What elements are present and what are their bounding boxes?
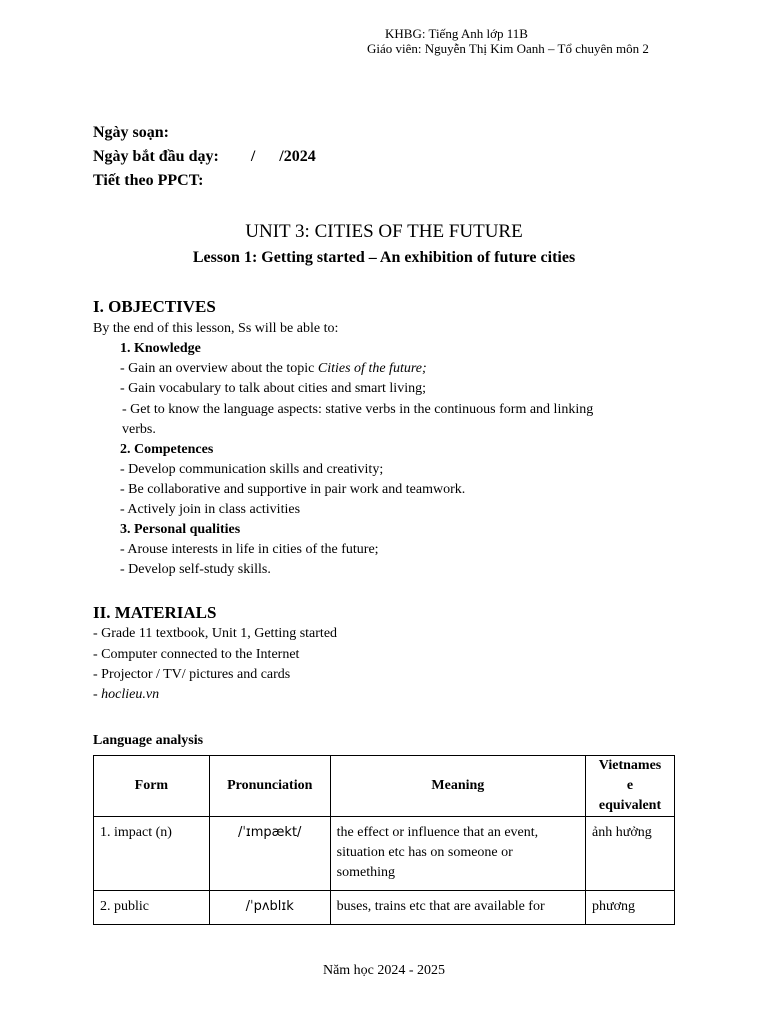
cell-meaning	[330, 817, 585, 891]
material-item-4-dash: -	[93, 687, 102, 702]
competence-item-1: - Develop communication skills and creativity;	[120, 462, 384, 477]
cell-meaning: buses, trains etc that are available for	[330, 891, 585, 925]
col-header-pronunciation: Pronunciation	[209, 756, 330, 817]
col-header-vietnamese	[586, 756, 675, 817]
knowledge-item-2: - Gain vocabulary to talk about cities and smart living;	[120, 381, 426, 396]
competence-item-3: - Actively join in class activities	[120, 502, 301, 517]
header-line-1: KHBG: Tiếng Anh lớp 11B	[385, 26, 528, 41]
language-analysis-table	[93, 755, 675, 925]
competence-item-2: - Be collaborative and supportive in pair work and teamwork.	[120, 482, 466, 497]
knowledge-item-3: - Get to know the language aspects: stative verbs in the continuous form and linking	[122, 402, 594, 417]
col-header-meaning: Meaning	[330, 756, 585, 817]
prep-date: Ngày soạn:	[93, 124, 170, 141]
table-row	[94, 817, 675, 891]
cell-meaning-line-1: the effect or influence that an event,	[336, 825, 539, 840]
col-header-vietnamese-line-2: e	[626, 778, 634, 793]
col-header-vietnamese-line-1: Vietnames	[598, 758, 662, 773]
lesson-title: Lesson 1: Getting started – An exhibition of future cities	[192, 249, 576, 266]
objectives-intro: By the end of this lesson, Ss will be able to:	[93, 321, 339, 336]
cell-meaning-line-2: situation etc has on someone or	[336, 845, 513, 860]
competences-title: 2. Competences	[120, 442, 214, 457]
material-item-3: - Projector / TV/ pictures and cards	[93, 667, 291, 682]
topic-text: Cities of the future;	[317, 361, 427, 376]
cell-vietnamese: phương	[586, 891, 675, 925]
cell-meaning-line-3: something	[336, 865, 396, 880]
materials-heading: II. MATERIALS	[93, 603, 217, 622]
knowledge-title: 1. Knowledge	[120, 341, 201, 356]
cell-pronunciation: /ˈpʌblɪk	[209, 891, 330, 925]
col-header-vietnamese-line-3: equivalent	[598, 798, 662, 813]
knowledge-item-1-text: - Gain an overview about the topic	[120, 361, 318, 376]
col-header-form: Form	[94, 756, 210, 817]
material-item-2: - Computer connected to the Internet	[93, 647, 300, 662]
footer-school-year: Năm học 2024 - 2025	[322, 963, 446, 978]
unit-title: UNIT 3: CITIES OF THE FUTURE	[245, 221, 523, 242]
table-header-row	[94, 756, 675, 817]
start-date	[93, 148, 316, 166]
quality-item-2: - Develop self-study skills.	[120, 562, 271, 577]
table-row	[94, 891, 675, 925]
knowledge-item-1	[120, 361, 427, 377]
qualities-title: 3. Personal qualities	[120, 522, 241, 537]
start-date-label: Ngày bắt đầu dạy:	[93, 148, 219, 165]
cell-form: 1. impact (n)	[94, 817, 210, 891]
material-item-1: - Grade 11 textbook, Unit 1, Getting started	[93, 626, 338, 641]
period-label: Tiết theo PPCT:	[93, 172, 204, 189]
start-date-value: / /2024	[250, 148, 316, 165]
objectives-heading: I. OBJECTIVES	[93, 297, 216, 316]
knowledge-item-3-cont: verbs.	[122, 422, 156, 437]
material-item-4	[93, 687, 159, 703]
cell-form: 2. public	[94, 891, 210, 925]
hoclieu-link-text: hoclieu.vn	[101, 687, 160, 702]
quality-item-1: - Arouse interests in life in cities of the future;	[120, 542, 379, 557]
language-analysis-title: Language analysis	[93, 733, 204, 748]
header-line-2: Giáo viên: Nguyễn Thị Kim Oanh – Tổ chuyên môn 2	[367, 41, 649, 56]
cell-pronunciation: /ˈɪmpækt/	[209, 817, 330, 891]
cell-vietnamese: ảnh hưởng	[586, 817, 675, 891]
